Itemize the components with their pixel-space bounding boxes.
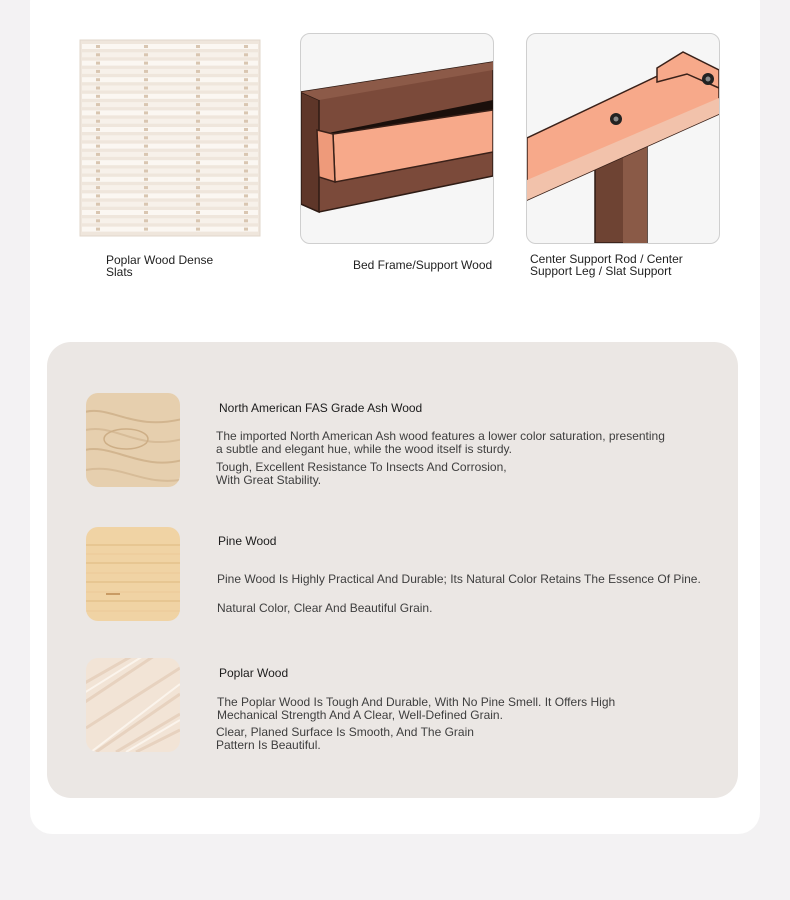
wood-features-poplar: Clear, Planed Surface Is Smooth, And The Grain Pattern Is Beautiful. [216, 725, 474, 752]
wood-types-panel [47, 342, 738, 798]
component-caption-bed-frame: Bed Frame/Support Wood [353, 258, 493, 272]
component-caption-poplar-slats: Poplar Wood Dense Slats [106, 253, 214, 279]
poplar-wood-swatch [86, 658, 180, 752]
wood-description-pine: Pine Wood Is Highly Practical And Durable; Its Natural Color Retains The Essence Of Pine. [217, 572, 701, 586]
wood-description-ash: The imported North American Ash wood features a lower color saturation, presenting a subtle and elegant hue, while the wood itself is sturdy. [216, 429, 665, 456]
poplar-slats-image [78, 38, 262, 238]
pine-wood-swatch [86, 527, 180, 621]
bed-frame-wood-image [300, 33, 494, 244]
wood-title-ash: North American FAS Grade Ash Wood [219, 401, 423, 415]
wood-title-poplar: Poplar Wood [219, 666, 289, 680]
wood-description-poplar: The Poplar Wood Is Tough And Durable, With No Pine Smell. It Offers High Mechanical Strength And A Clear, Well-Defined Grain. [217, 695, 616, 722]
ash-wood-swatch [86, 393, 180, 487]
wood-title-pine: Pine Wood [218, 534, 277, 548]
center-support-image [526, 33, 720, 244]
component-caption-center-support: Center Support Rod / Center Support Leg / Slat Support [530, 252, 683, 278]
wood-features-pine: Natural Color, Clear And Beautiful Grain. [217, 601, 433, 615]
wood-features-ash: Tough, Excellent Resistance To Insects And Corrosion, With Great Stability. [216, 460, 507, 487]
